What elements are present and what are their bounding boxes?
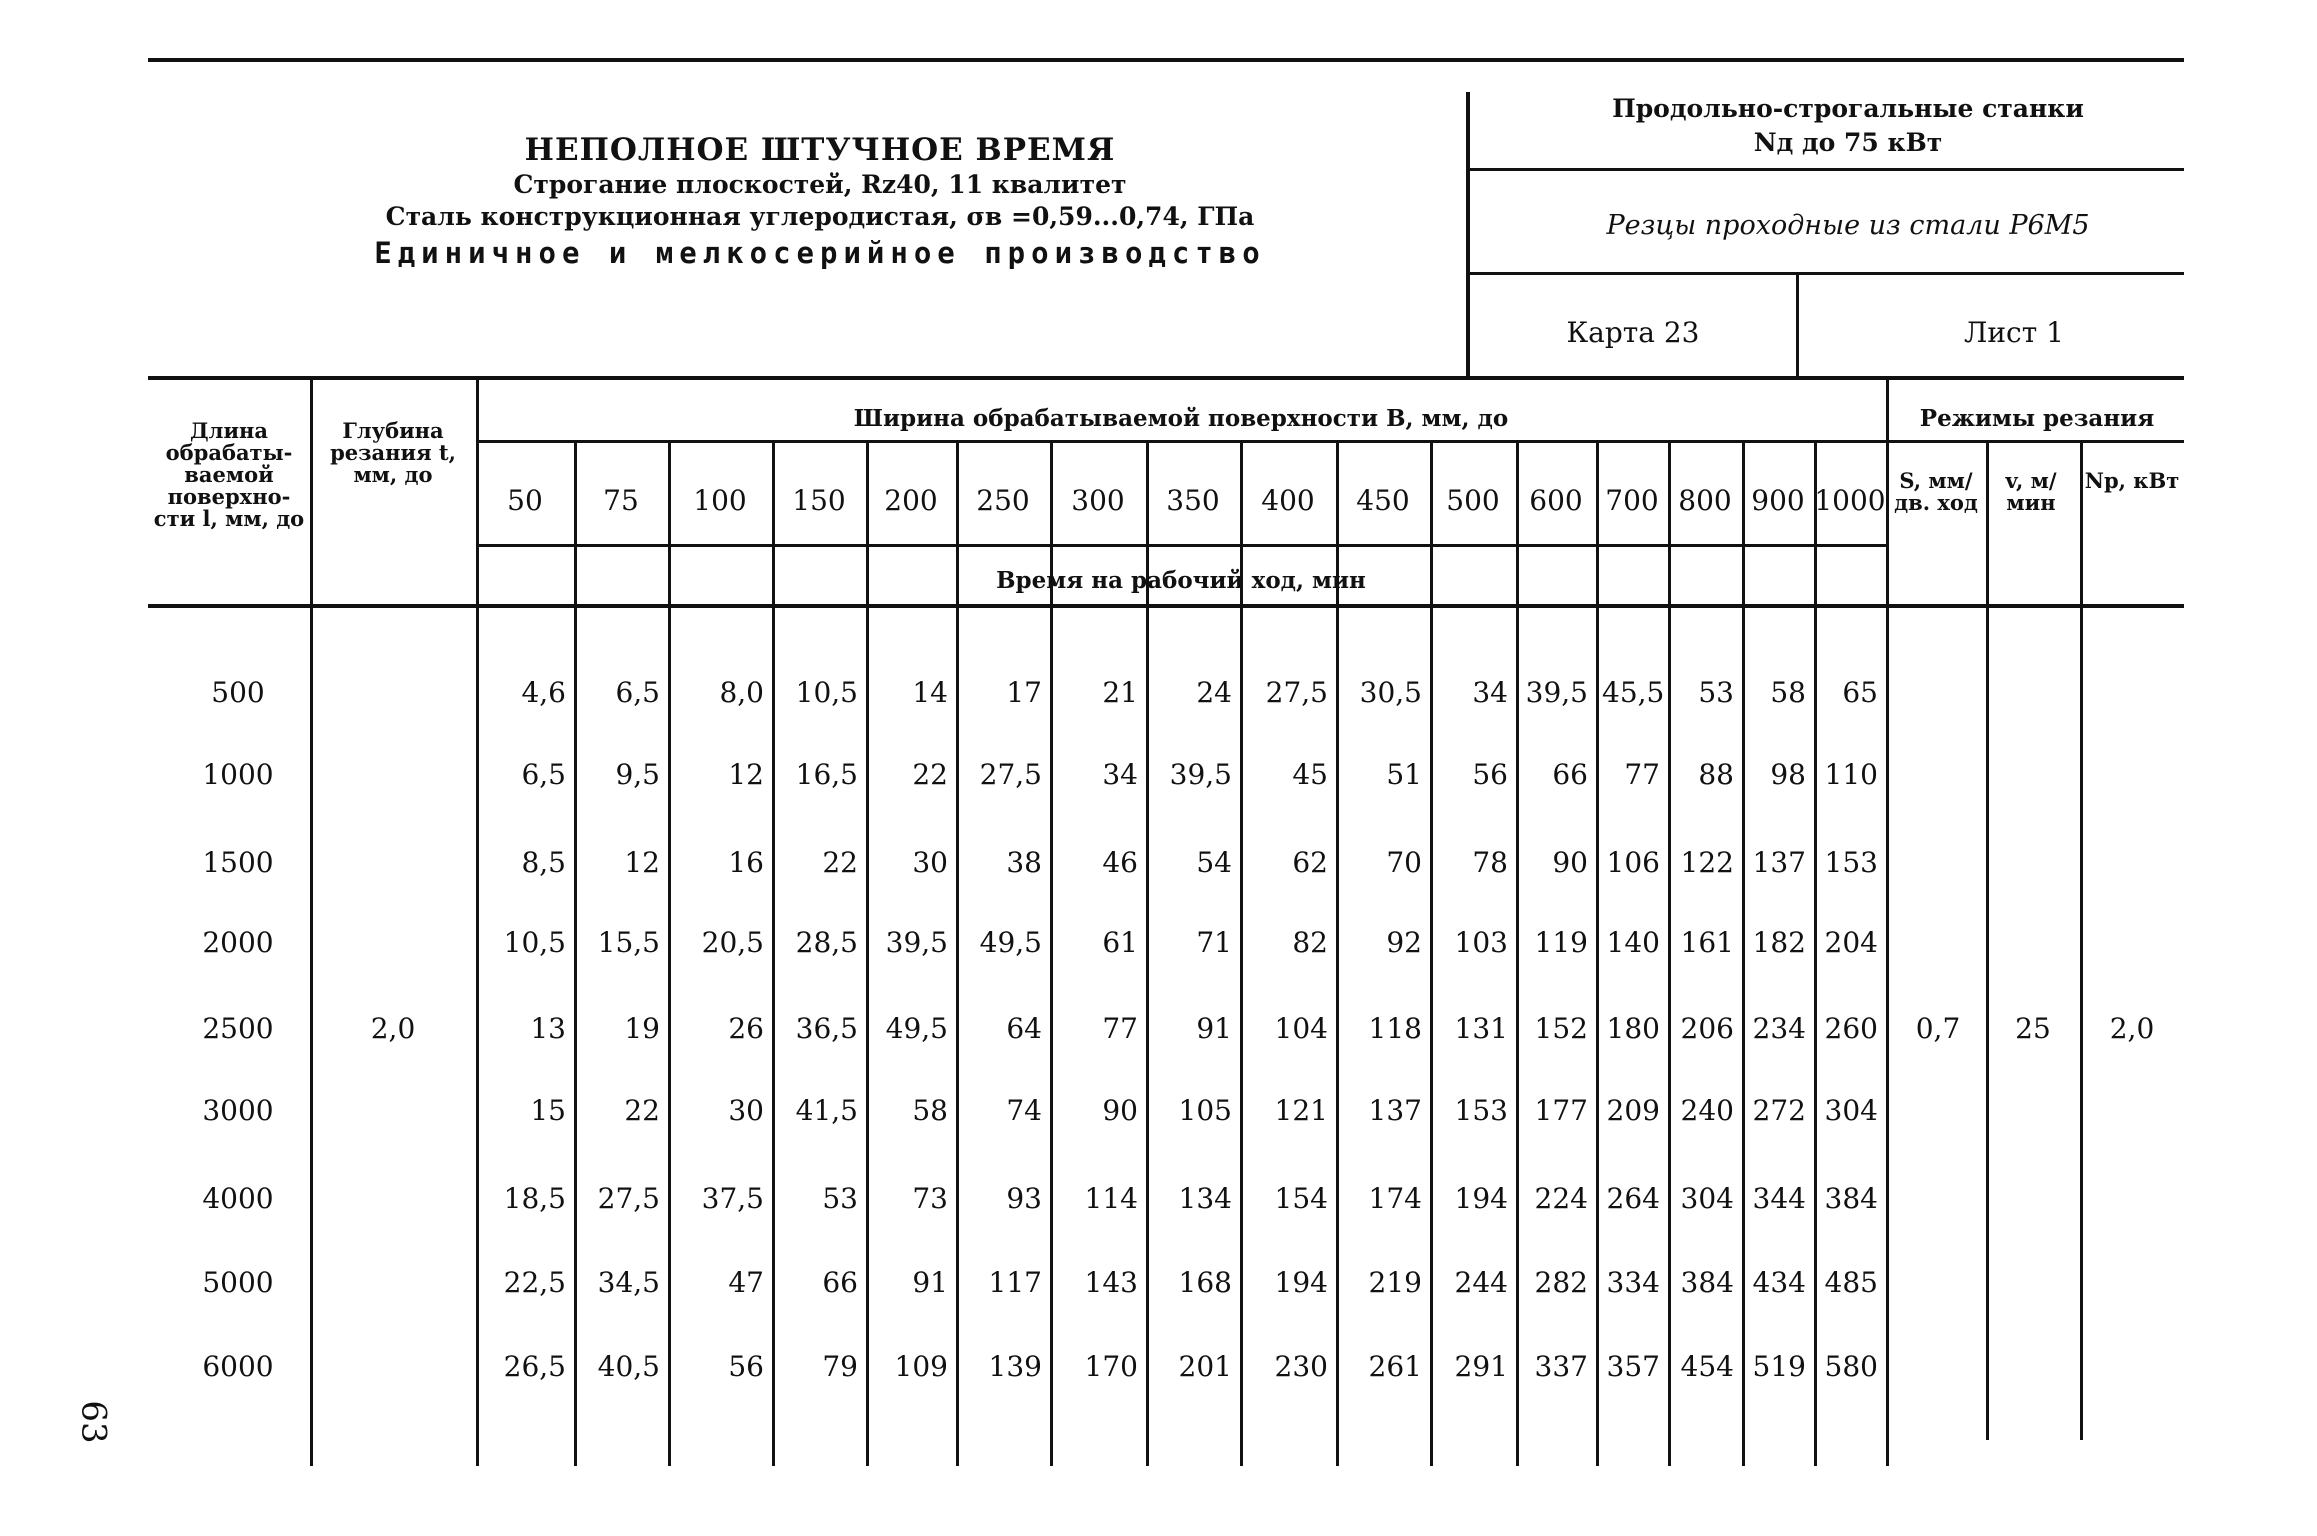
cell-r0-c1: 6,5 — [615, 676, 660, 709]
cell-r3-c13: 161 — [1680, 926, 1734, 959]
cell-r5-c14: 272 — [1752, 1094, 1806, 1127]
machine-line2: Nд до 75 кВт — [1753, 128, 1943, 157]
cell-r3-c6: 61 — [1102, 926, 1138, 959]
cell-r6-c14: 344 — [1752, 1182, 1806, 1215]
cell-r1-c8: 45 — [1292, 758, 1328, 791]
table-top-rule — [148, 376, 2184, 380]
length-label-500: 500 — [211, 676, 265, 709]
width-label-450: 450 — [1356, 484, 1410, 517]
length-label-5000: 5000 — [202, 1266, 274, 1299]
col-divider-width-2 — [668, 440, 671, 1466]
width-label-100: 100 — [693, 484, 747, 517]
cell-r2-c14: 137 — [1752, 846, 1806, 879]
col-divider-mode-v — [1986, 440, 1989, 1440]
cell-r0-c11: 39,5 — [1525, 676, 1588, 709]
cell-r2-c7: 54 — [1196, 846, 1232, 879]
cell-r0-c15: 65 — [1842, 676, 1878, 709]
cell-r2-c3: 22 — [822, 846, 858, 879]
cell-r8-c4: 109 — [894, 1350, 948, 1383]
cell-r6-c11: 224 — [1534, 1182, 1588, 1215]
mode-v-header: v, м/мин — [2005, 468, 2057, 515]
cell-r5-c2: 30 — [728, 1094, 764, 1127]
cell-r8-c9: 261 — [1368, 1350, 1422, 1383]
title-line4: Единичное и мелкосерийное производство — [374, 236, 1266, 270]
mode-s-header: S, мм/дв. ход — [1894, 468, 1978, 515]
page-number: 63 — [73, 1400, 114, 1444]
cell-r3-c2: 20,5 — [701, 926, 764, 959]
cell-r6-c4: 73 — [912, 1182, 948, 1215]
cell-r3-c10: 103 — [1454, 926, 1508, 959]
col-divider-width-5 — [956, 440, 959, 1466]
width-label-150: 150 — [792, 484, 846, 517]
col-divider-width-12 — [1596, 440, 1599, 1466]
cell-r3-c15: 204 — [1824, 926, 1878, 959]
mode-n-header: Np, кВт — [2084, 468, 2180, 493]
tool-description: Резцы проходные из стали Р6М5 — [1606, 210, 2090, 241]
cell-r6-c3: 53 — [822, 1182, 858, 1215]
cell-r4-c12: 180 — [1606, 1012, 1660, 1045]
cell-r6-c8: 154 — [1274, 1182, 1328, 1215]
cell-r5-c13: 240 — [1680, 1094, 1734, 1127]
cell-r3-c7: 71 — [1196, 926, 1232, 959]
mode-v-value: 25 — [2015, 1012, 2051, 1045]
cell-r4-c9: 118 — [1368, 1012, 1422, 1045]
width-label-400: 400 — [1261, 484, 1315, 517]
cell-r1-c14: 98 — [1770, 758, 1806, 791]
width-label-250: 250 — [976, 484, 1030, 517]
cell-r4-c13: 206 — [1680, 1012, 1734, 1045]
cell-r7-c0: 22,5 — [503, 1266, 566, 1299]
cell-r4-c8: 104 — [1274, 1012, 1328, 1045]
width-label-50: 50 — [507, 484, 543, 517]
col-divider-width-8 — [1240, 440, 1243, 1466]
width-label-200: 200 — [884, 484, 938, 517]
cell-r0-c4: 14 — [912, 676, 948, 709]
cell-r2-c11: 90 — [1552, 846, 1588, 879]
length-label-2500: 2500 — [202, 1012, 274, 1045]
cell-r8-c3: 79 — [822, 1350, 858, 1383]
cell-r5-c6: 90 — [1102, 1094, 1138, 1127]
col-divider-width-14 — [1742, 440, 1745, 1466]
col-divider-width-13 — [1668, 440, 1671, 1466]
cell-r7-c6: 143 — [1084, 1266, 1138, 1299]
cell-r8-c10: 291 — [1454, 1350, 1508, 1383]
cell-r7-c4: 91 — [912, 1266, 948, 1299]
cell-r1-c7: 39,5 — [1169, 758, 1232, 791]
cell-r7-c3: 66 — [822, 1266, 858, 1299]
length-label-1500: 1500 — [202, 846, 274, 879]
cell-r1-c10: 56 — [1472, 758, 1508, 791]
cell-r4-c6: 77 — [1102, 1012, 1138, 1045]
cell-r2-c9: 70 — [1386, 846, 1422, 879]
cell-r3-c3: 28,5 — [795, 926, 858, 959]
col-divider-width-1 — [574, 440, 577, 1466]
mode-s-value: 0,7 — [1915, 1012, 1961, 1045]
cell-r6-c12: 264 — [1606, 1182, 1660, 1215]
cell-r7-c7: 168 — [1178, 1266, 1232, 1299]
cell-r4-c14: 234 — [1752, 1012, 1806, 1045]
cell-r3-c0: 10,5 — [503, 926, 566, 959]
col-divider-width-9 — [1336, 440, 1339, 1466]
col-divider-width-11 — [1516, 440, 1519, 1466]
cell-r7-c10: 244 — [1454, 1266, 1508, 1299]
cell-r0-c7: 24 — [1196, 676, 1232, 709]
cell-r4-c11: 152 — [1534, 1012, 1588, 1045]
cell-r2-c15: 153 — [1824, 846, 1878, 879]
cell-r5-c7: 105 — [1178, 1094, 1232, 1127]
col-length-header: Длина обрабаты-ваемой поверхно-сти l, мм, до — [153, 418, 305, 531]
cell-r1-c3: 16,5 — [795, 758, 858, 791]
cell-r5-c1: 22 — [624, 1094, 660, 1127]
mode-n-value: 2,0 — [2109, 1012, 2155, 1045]
cell-r0-c6: 21 — [1102, 676, 1138, 709]
cell-r1-c0: 6,5 — [521, 758, 566, 791]
cell-r6-c6: 114 — [1084, 1182, 1138, 1215]
side-block-rule-1 — [1466, 168, 2184, 171]
width-label-600: 600 — [1529, 484, 1583, 517]
width-label-1000: 1000 — [1814, 484, 1886, 517]
col-divider-width-15 — [1814, 440, 1817, 1466]
cell-r8-c13: 454 — [1680, 1350, 1734, 1383]
cell-r1-c6: 34 — [1102, 758, 1138, 791]
cell-r1-c15: 110 — [1824, 758, 1878, 791]
col-divider-width-4 — [866, 440, 869, 1466]
cell-r0-c13: 53 — [1698, 676, 1734, 709]
title-main: НЕПОЛНОЕ ШТУЧНОЕ ВРЕМЯ — [524, 132, 1116, 168]
cell-r5-c12: 209 — [1606, 1094, 1660, 1127]
cell-r2-c2: 16 — [728, 846, 764, 879]
cell-r8-c0: 26,5 — [503, 1350, 566, 1383]
cell-r3-c12: 140 — [1606, 926, 1660, 959]
cell-r6-c13: 304 — [1680, 1182, 1734, 1215]
col-divider-width-3 — [772, 440, 775, 1466]
cell-r7-c14: 434 — [1752, 1266, 1806, 1299]
cell-r1-c11: 66 — [1552, 758, 1588, 791]
cell-r8-c8: 230 — [1274, 1350, 1328, 1383]
title-line2: Строгание плоскостей, Rz40, 11 квалитет — [513, 170, 1127, 199]
cell-r7-c12: 334 — [1606, 1266, 1660, 1299]
table-header-bottom-rule — [148, 604, 2184, 608]
sheet-number: Лист 1 — [1964, 316, 2064, 349]
cell-r5-c15: 304 — [1824, 1094, 1878, 1127]
cell-r5-c3: 41,5 — [795, 1094, 858, 1127]
cell-r7-c2: 47 — [728, 1266, 764, 1299]
cell-r5-c11: 177 — [1534, 1094, 1588, 1127]
length-label-3000: 3000 — [202, 1094, 274, 1127]
cell-r4-c7: 91 — [1196, 1012, 1232, 1045]
side-block-rule-2 — [1466, 272, 2184, 275]
modes-header: Режимы резания — [1919, 405, 2155, 432]
width-label-800: 800 — [1678, 484, 1732, 517]
col-divider-width-7 — [1146, 440, 1149, 1466]
cell-r2-c10: 78 — [1472, 846, 1508, 879]
cell-r2-c6: 46 — [1102, 846, 1138, 879]
cell-r4-c15: 260 — [1824, 1012, 1878, 1045]
top-rule — [148, 58, 2184, 62]
cell-r6-c15: 384 — [1824, 1182, 1878, 1215]
cell-r3-c11: 119 — [1534, 926, 1588, 959]
cell-r6-c0: 18,5 — [503, 1182, 566, 1215]
cell-r7-c8: 194 — [1274, 1266, 1328, 1299]
cell-r7-c1: 34,5 — [597, 1266, 660, 1299]
cell-r6-c7: 134 — [1178, 1182, 1232, 1215]
cell-r5-c9: 137 — [1368, 1094, 1422, 1127]
width-header-rule — [476, 440, 2184, 443]
width-values-rule — [476, 544, 1886, 547]
cell-r2-c8: 62 — [1292, 846, 1328, 879]
cell-r3-c8: 82 — [1292, 926, 1328, 959]
cell-r8-c12: 357 — [1606, 1350, 1660, 1383]
cell-r4-c1: 19 — [624, 1012, 660, 1045]
cell-r2-c5: 38 — [1006, 846, 1042, 879]
cell-r4-c4: 49,5 — [885, 1012, 948, 1045]
col-divider-depth — [476, 376, 479, 1466]
cell-r1-c4: 22 — [912, 758, 948, 791]
cell-r1-c13: 88 — [1698, 758, 1734, 791]
cell-r7-c15: 485 — [1824, 1266, 1878, 1299]
cell-r7-c9: 219 — [1368, 1266, 1422, 1299]
cell-r8-c2: 56 — [728, 1350, 764, 1383]
cell-r1-c12: 77 — [1624, 758, 1660, 791]
title-line3: Сталь конструкционная углеродистая, σв =0,59...0,74, ГПа — [385, 202, 1255, 231]
cell-r3-c4: 39,5 — [885, 926, 948, 959]
cell-r6-c5: 93 — [1006, 1182, 1042, 1215]
cell-r4-c3: 36,5 — [795, 1012, 858, 1045]
col-divider-width-6 — [1050, 440, 1053, 1466]
cell-r6-c10: 194 — [1454, 1182, 1508, 1215]
width-label-900: 900 — [1751, 484, 1805, 517]
cell-r2-c12: 106 — [1606, 846, 1660, 879]
width-label-300: 300 — [1071, 484, 1125, 517]
cell-r0-c10: 34 — [1472, 676, 1508, 709]
cell-r5-c4: 58 — [912, 1094, 948, 1127]
cell-r7-c13: 384 — [1680, 1266, 1734, 1299]
cell-r8-c6: 170 — [1084, 1350, 1138, 1383]
cell-r3-c5: 49,5 — [979, 926, 1042, 959]
cell-r5-c8: 121 — [1274, 1094, 1328, 1127]
length-label-4000: 4000 — [202, 1182, 274, 1215]
cell-r6-c1: 27,5 — [597, 1182, 660, 1215]
length-label-1000: 1000 — [202, 758, 274, 791]
cell-r8-c11: 337 — [1534, 1350, 1588, 1383]
cell-r4-c10: 131 — [1454, 1012, 1508, 1045]
cell-r2-c0: 8,5 — [521, 846, 566, 879]
cell-r8-c15: 580 — [1824, 1350, 1878, 1383]
machine-line1: Продольно-строгальные станки — [1612, 94, 2084, 123]
cell-r8-c14: 519 — [1752, 1350, 1806, 1383]
cell-r5-c10: 153 — [1454, 1094, 1508, 1127]
cell-r0-c5: 17 — [1006, 676, 1042, 709]
cell-r1-c5: 27,5 — [979, 758, 1042, 791]
cell-r4-c2: 26 — [728, 1012, 764, 1045]
col-divider-length — [310, 376, 313, 1466]
col-divider-mode-n — [2080, 440, 2083, 1440]
cell-r6-c2: 37,5 — [701, 1182, 764, 1215]
cell-r0-c9: 30,5 — [1359, 676, 1422, 709]
cell-r4-c5: 64 — [1006, 1012, 1042, 1045]
cell-r0-c3: 10,5 — [795, 676, 858, 709]
cell-r4-c0: 13 — [530, 1012, 566, 1045]
cell-r6-c9: 174 — [1368, 1182, 1422, 1215]
cell-r5-c5: 74 — [1006, 1094, 1042, 1127]
cell-r1-c1: 9,5 — [615, 758, 660, 791]
cell-r0-c2: 8,0 — [719, 676, 764, 709]
cell-r3-c9: 92 — [1386, 926, 1422, 959]
cell-r7-c11: 282 — [1534, 1266, 1588, 1299]
cell-r2-c4: 30 — [912, 846, 948, 879]
cell-r2-c1: 12 — [624, 846, 660, 879]
col-depth-header: Глубина резания t, мм, до — [330, 418, 456, 487]
cell-r8-c1: 40,5 — [597, 1350, 660, 1383]
cell-r1-c2: 12 — [728, 758, 764, 791]
col-divider-width-10 — [1430, 440, 1433, 1466]
width-header: Ширина обрабатываемой поверхности В, мм, до — [853, 405, 1509, 432]
cell-r8-c5: 139 — [988, 1350, 1042, 1383]
depth-value: 2,0 — [370, 1012, 416, 1045]
cell-r8-c7: 201 — [1178, 1350, 1232, 1383]
width-label-350: 350 — [1166, 484, 1220, 517]
cell-r3-c1: 15,5 — [597, 926, 660, 959]
cell-r0-c8: 27,5 — [1265, 676, 1328, 709]
length-label-2000: 2000 — [202, 926, 274, 959]
cell-r5-c0: 15 — [530, 1094, 566, 1127]
cell-r1-c9: 51 — [1386, 758, 1422, 791]
time-header: Время на рабочий ход, мин — [996, 567, 1366, 594]
cell-r3-c14: 182 — [1752, 926, 1806, 959]
cell-r7-c5: 117 — [988, 1266, 1042, 1299]
width-label-700: 700 — [1605, 484, 1659, 517]
card-number: Карта 23 — [1566, 316, 1700, 349]
width-label-75: 75 — [603, 484, 639, 517]
cell-r0-c14: 58 — [1770, 676, 1806, 709]
cell-r2-c13: 122 — [1680, 846, 1734, 879]
cell-r0-c0: 4,6 — [521, 676, 566, 709]
cell-r0-c12: 45,5 — [1602, 676, 1665, 709]
col-divider-modes — [1886, 376, 1889, 1466]
width-label-500: 500 — [1446, 484, 1500, 517]
length-label-6000: 6000 — [202, 1350, 274, 1383]
